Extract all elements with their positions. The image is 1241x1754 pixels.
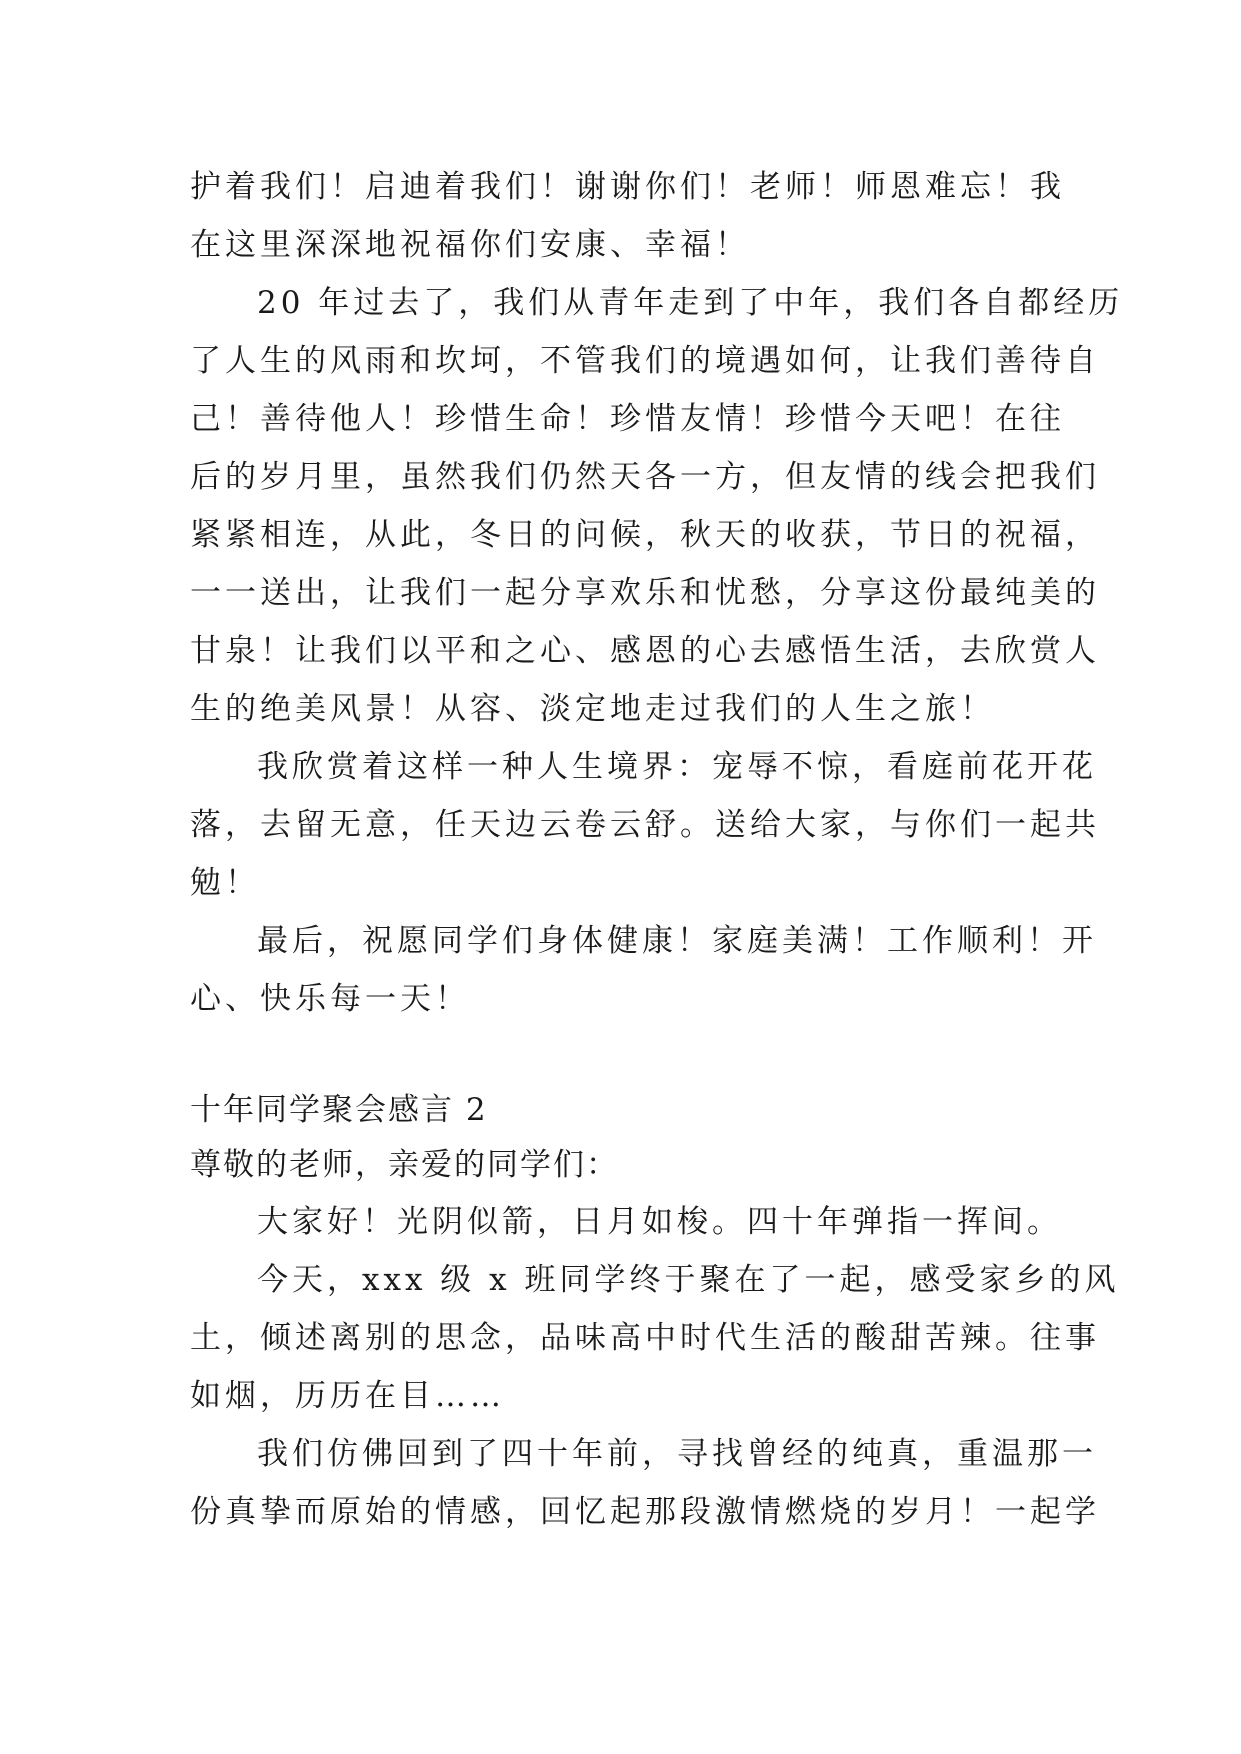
text-line: 20 年过去了，我们从青年走到了中年，我们各自都经历: [257, 285, 1124, 321]
paragraph: [190, 274, 1124, 738]
text-line: 土，倾述离别的思念，品味高中时代生活的酸甜苦辣。往事: [190, 1320, 1100, 1356]
document-page: [190, 158, 1124, 1541]
text-line: 落，去留无意，任天边云卷云舒。送给大家，与你们一起共: [190, 807, 1100, 843]
text-line: 最后，祝愿同学们身体健康！家庭美满！工作顺利！开: [257, 923, 1097, 959]
text-line: 后的岁月里，虽然我们仍然天各一方，但友情的线会把我们: [190, 459, 1100, 495]
text-line: 护着我们！启迪着我们！谢谢你们！老师！师恩难忘！我: [190, 169, 1065, 205]
text-line: 心、快乐每一天！: [190, 981, 470, 1017]
text-line: 紧紧相连，从此，冬日的问候，秋天的收获，节日的祝福，: [190, 517, 1100, 553]
text-line: 己！善待他人！珍惜生命！珍惜友情！珍惜今天吧！在往: [190, 401, 1065, 437]
paragraph: [190, 1251, 1120, 1425]
text-line: 我欣赏着这样一种人生境界：宠辱不惊，看庭前花开花: [257, 749, 1097, 785]
paragraph: [190, 1193, 1060, 1251]
section-2: [190, 1083, 1120, 1541]
paragraph: [190, 1425, 1100, 1541]
text-line: 了人生的风雨和坎坷，不管我们的境遇如何，让我们善待自: [190, 343, 1100, 379]
section-title: 十年同学聚会感言 2: [190, 1092, 488, 1128]
text-line: 我们仿佛回到了四十年前，寻找曾经的纯真，重温那一: [257, 1436, 1097, 1472]
text-line: 大家好！光阴似箭，日月如梭。四十年弹指一挥间。: [257, 1204, 1062, 1240]
text-line: 份真挚而原始的情感，回忆起那段激情燃烧的岁月！一起学: [190, 1494, 1100, 1530]
text-line: 生的绝美风景！从容、淡定地走过我们的人生之旅！: [190, 691, 995, 727]
section-gap: [190, 1028, 1060, 1083]
salutation: 尊敬的老师，亲爱的同学们：: [190, 1147, 619, 1183]
text-line: 如烟，历历在目……: [190, 1378, 505, 1414]
section-1: [190, 158, 1124, 1028]
text-line: 一一送出，让我们一起分享欢乐和忧愁，分享这份最纯美的: [190, 575, 1100, 611]
text-line: 甘泉！让我们以平和之心、感恩的心去感悟生活，去欣赏人: [190, 633, 1100, 669]
text-line: 在这里深深地祝福你们安康、幸福！: [190, 227, 750, 263]
text-line: 今天，xxx 级 x 班同学终于聚在了一起，感受家乡的风: [257, 1262, 1120, 1298]
paragraph: [190, 158, 1065, 274]
paragraph: [190, 912, 1097, 1028]
paragraph: [190, 738, 1100, 912]
text-line: 勉！: [190, 865, 260, 901]
